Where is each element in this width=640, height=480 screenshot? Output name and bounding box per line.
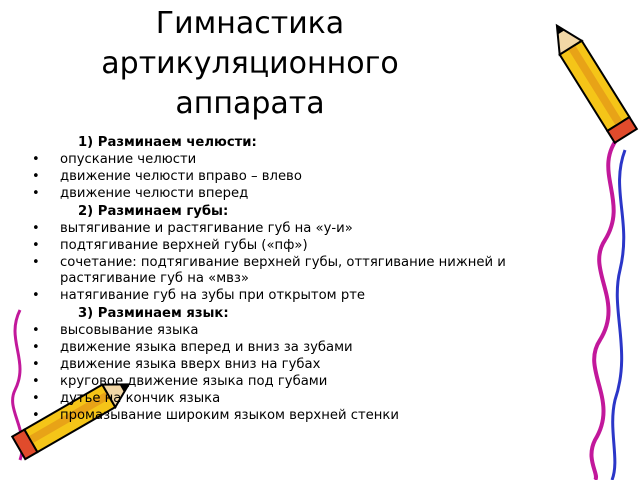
list-item (32, 169, 580, 185)
bullet: • (32, 323, 40, 338)
section-heading-jaw: 1) Разминаем челюсти: (78, 135, 257, 150)
list-item-text: высовывание языка (60, 323, 199, 338)
list-item (32, 152, 580, 168)
section-heading-tongue: 3) Разминаем язык: (78, 306, 229, 321)
list-item (32, 408, 580, 424)
list-item-text: движение челюсти вперед (60, 186, 249, 201)
bullet: • (32, 152, 40, 167)
section-heading-lips: 2) Разминаем губы: (78, 204, 229, 219)
bullet: • (32, 221, 40, 236)
list-item (32, 288, 580, 304)
list-item-text: дутье на кончик языка (60, 391, 221, 406)
list-item (32, 340, 580, 356)
list-item-text: вытягивание и растягивание губ на «у-и» (60, 221, 353, 236)
bullet: • (32, 255, 40, 270)
bullet: • (32, 186, 40, 201)
list-item-text: движение языка вверх вниз на губах (60, 357, 321, 372)
list-item (32, 391, 580, 407)
list-item-text: круговое движение языка под губами (60, 374, 328, 389)
list-item (32, 221, 580, 237)
bullet: • (32, 169, 40, 184)
bullet: • (32, 357, 40, 372)
list-item-text: натягивание губ на зубы при открытом рте (60, 288, 365, 303)
bullet: • (32, 374, 40, 389)
list-item-text: движение челюсти вправо – влево (60, 169, 302, 184)
list-item-text: сочетание: подтягивание верхней губы, оттягивание нижней и растягивание губ на «мвз» (60, 255, 506, 286)
bullet: • (32, 340, 40, 355)
list-item-text: опускание челюсти (60, 152, 197, 167)
list-item (32, 323, 580, 339)
list-item (32, 374, 580, 390)
bullet: • (32, 391, 40, 406)
title-line-2: артикуляционного (101, 46, 399, 81)
list-item-text: подтягивание верхней губы («пф») (60, 238, 308, 253)
title-line-1: Гимнастика (155, 6, 345, 41)
list-item (32, 255, 580, 287)
list-item-text: промазывание широким языком верхней стенки (60, 408, 399, 423)
list-item (32, 238, 580, 254)
title-line-3: аппарата (175, 86, 325, 121)
list-item-text: движение языка вперед и вниз за зубами (60, 340, 353, 355)
list-item (32, 186, 580, 202)
bullet: • (32, 288, 40, 303)
bullet: • (32, 408, 40, 423)
bullet: • (32, 238, 40, 253)
list-item (32, 357, 580, 373)
